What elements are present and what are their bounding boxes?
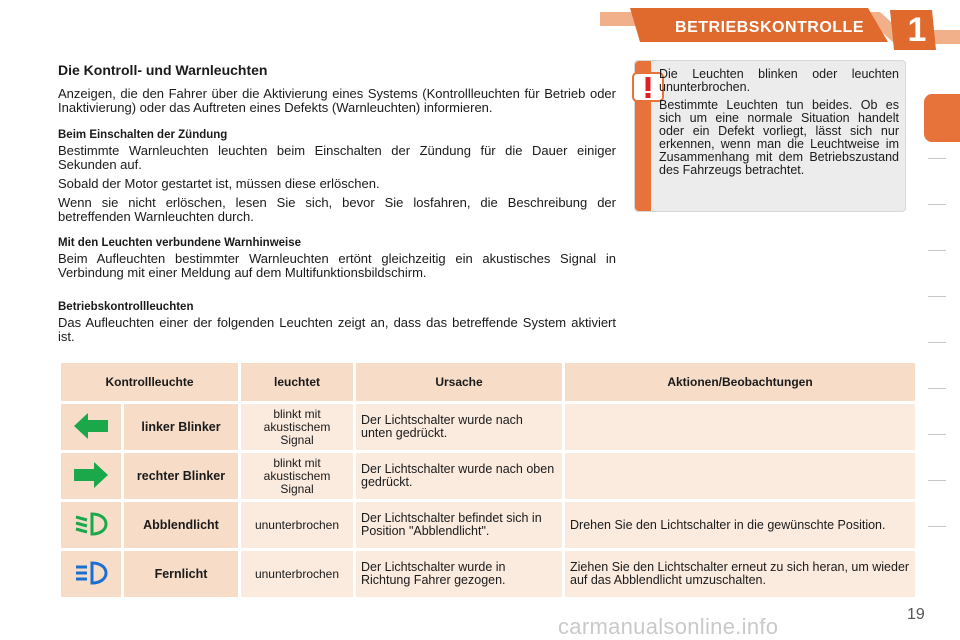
icon-cell bbox=[61, 453, 121, 499]
indicator-cause: Der Lichtschalter befindet sich in Position "Abblendlicht". bbox=[356, 502, 562, 548]
tab-divider bbox=[928, 480, 946, 481]
indicator-name: Abblendlicht bbox=[124, 502, 238, 548]
tab-divider bbox=[928, 342, 946, 343]
header-banner bbox=[0, 0, 960, 56]
tab-divider bbox=[928, 204, 946, 205]
indicator-action bbox=[565, 404, 915, 450]
page-number: 19 bbox=[907, 606, 925, 623]
table-row bbox=[61, 404, 915, 450]
section-indicators-p1: Das Aufleuchten einer der folgenden Leuchten zeigt an, dass das betreffende System aktiviert ist. bbox=[58, 315, 616, 344]
active-chapter-tab[interactable] bbox=[924, 94, 960, 142]
section-warnings-title: Mit den Leuchten verbundene Warnhinweise bbox=[58, 237, 302, 249]
section-ignition-p1: Bestimmte Warnleuchten leuchten beim Einschalten der Zündung für die Dauer einiger Sekunden auf. bbox=[58, 143, 616, 172]
icon-cell bbox=[61, 502, 121, 548]
main-beam-icon bbox=[72, 558, 110, 588]
indicator-light-mode: ununterbrochen bbox=[241, 502, 353, 548]
warning-box bbox=[634, 60, 906, 212]
header-lights: leuchtet bbox=[241, 363, 353, 401]
indicator-name: Fernlicht bbox=[124, 551, 238, 597]
section-warnings-p1: Beim Aufleuchten bestimmter Warnleuchten ertönt gleichzeitig ein akustisches Signal in Verbindung mit einer Meldung auf dem Multifunktionsbildschirm. bbox=[58, 251, 616, 280]
tab-divider bbox=[928, 158, 946, 159]
indicator-light-mode: ununterbrochen bbox=[241, 551, 353, 597]
header-actions: Aktionen/Beobachtungen bbox=[565, 363, 915, 401]
indicator-light-mode: blinkt mit akustischem Signal bbox=[241, 404, 353, 450]
indicator-action bbox=[565, 453, 915, 499]
indicator-action: Drehen Sie den Lichtschalter in die gewünschte Position. bbox=[565, 502, 915, 548]
indicator-light-mode: blinkt mit akustischem Signal bbox=[241, 453, 353, 499]
table-row bbox=[61, 453, 915, 499]
tab-divider bbox=[928, 434, 946, 435]
section-indicators-title: Betriebskontrollleuchten bbox=[58, 301, 194, 313]
intro-paragraph: Anzeigen, die den Fahrer über die Aktivierung eines Systems (Kontrollleuchten für Betrieb oder Inaktivierung) oder das Auftreten eines Defekts (Warnleuchten) informieren. bbox=[58, 86, 616, 115]
table-row bbox=[61, 551, 915, 597]
icon-cell bbox=[61, 404, 121, 450]
icon-cell bbox=[61, 551, 121, 597]
chapter-number: 1 bbox=[907, 11, 927, 49]
tab-divider bbox=[928, 250, 946, 251]
header-indicator: Kontrollleuchte bbox=[61, 363, 238, 401]
section-ignition-title: Beim Einschalten der Zündung bbox=[58, 129, 228, 141]
indicator-cause: Der Lichtschalter wurde nach unten gedrückt. bbox=[356, 404, 562, 450]
header-cause: Ursache bbox=[356, 363, 562, 401]
indicator-cause: Der Lichtschalter wurde nach oben gedrückt. bbox=[356, 453, 562, 499]
left-arrow-icon bbox=[72, 411, 110, 441]
indicator-table bbox=[58, 360, 918, 600]
watermark: carmanualsonline.info bbox=[558, 614, 779, 639]
section-ignition-p3: Wenn sie nicht erlöschen, lesen Sie sich, bevor Sie losfahren, die Beschreibung der betreffenden Warnleuchten durch. bbox=[58, 195, 616, 224]
right-arrow-icon bbox=[72, 460, 110, 490]
chapter-tab-strip bbox=[928, 64, 960, 574]
main-text bbox=[58, 63, 616, 344]
indicator-name: linker Blinker bbox=[124, 404, 238, 450]
table-header-row bbox=[61, 363, 915, 401]
warning-p2: Bestimmte Leuchten tun beides. Ob es sich um eine normale Situation handelt oder ein Defekt vorliegt, lässt sich nur erkennen, wenn man die Leuchtweise im Zusammenhang mit dem Betriebszustand des Fahrzeugs betrachtet. bbox=[659, 98, 899, 177]
tab-divider bbox=[928, 526, 946, 527]
indicator-cause: Der Lichtschalter wurde in Richtung Fahrer gezogen. bbox=[356, 551, 562, 597]
warning-p1: Die Leuchten blinken oder leuchten ununterbrochen. bbox=[659, 67, 899, 94]
indicator-action: Ziehen Sie den Lichtschalter erneut zu sich heran, um wieder auf das Abblendlicht umzuschalten. bbox=[565, 551, 915, 597]
chapter-title: BETRIEBSKONTROLLE bbox=[675, 19, 864, 36]
tab-divider bbox=[928, 296, 946, 297]
page-heading: Die Kontroll- und Warnleuchten bbox=[58, 62, 268, 78]
section-ignition-p2: Sobald der Motor gestartet ist, müssen diese erlöschen. bbox=[58, 176, 380, 191]
tab-divider bbox=[928, 388, 946, 389]
table-row bbox=[61, 502, 915, 548]
indicator-name: rechter Blinker bbox=[124, 453, 238, 499]
warning-text bbox=[659, 68, 899, 182]
dipped-beam-icon bbox=[72, 509, 110, 539]
